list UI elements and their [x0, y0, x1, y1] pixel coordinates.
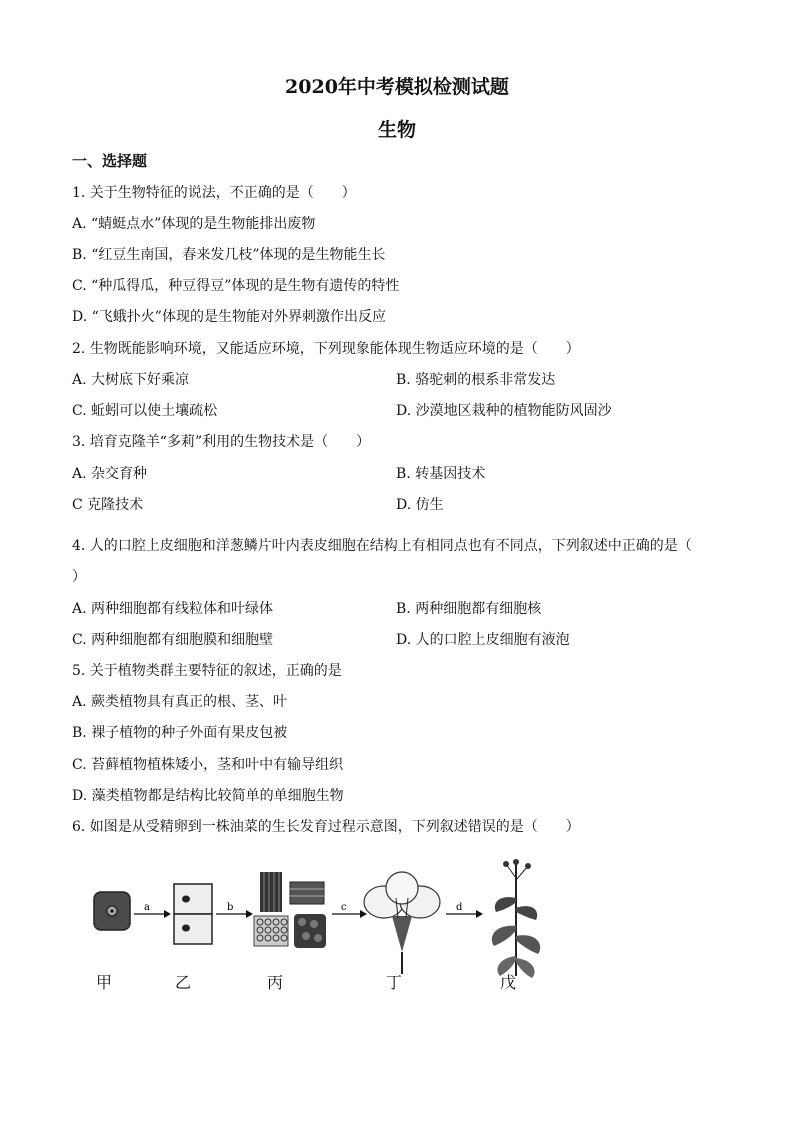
exam-title: 2020年中考模拟检测试题 [285, 76, 509, 98]
arrow-label-a: a [144, 902, 150, 913]
question-1-option-c: C. “种瓜得瓜，种豆得豆”体现的是生物有遗传的特性 [72, 278, 400, 294]
question-3-option-a: A. 杂交育种 [72, 466, 148, 482]
question-5-option-a: A. 蕨类植物具有真正的根、茎、叶 [72, 694, 288, 710]
two-cells [174, 884, 212, 944]
question-2-stem: 2. 生物既能影响环境，又能适应环境，下列现象能体现生物适应环境的是（ ） [72, 341, 580, 357]
question-3-option-c: C 克隆技术 [72, 497, 144, 513]
flower [364, 872, 440, 974]
question-5-option-d: D. 藻类植物都是结构比较简单的单细胞生物 [72, 788, 344, 804]
tissues [254, 872, 326, 948]
question-3-option-d: D. 仿生 [396, 497, 444, 513]
question-4-option-a: A. 两种细胞都有线粒体和叶绿体 [72, 601, 274, 617]
figure-label-jia: 甲 [96, 973, 113, 992]
figure-label-yi: 乙 [175, 973, 192, 992]
arrow-label-d: d [456, 902, 463, 913]
question-4-stem: 4. 人的口腔上皮细胞和洋葱鳞片叶内表皮细胞在结构上有相同点也有不同点，下列叙述中正确的是（ [72, 538, 692, 554]
question-2-option-a: A. 大树底下好乘凉 [72, 372, 190, 388]
question-4-option-b: B. 两种细胞都有细胞核 [396, 601, 542, 617]
question-2-option-c: C. 蚯蚓可以使土壤疏松 [72, 403, 218, 419]
question-4-option-d: D. 人的口腔上皮细胞有液泡 [396, 632, 570, 648]
question-1-option-b: B. “红豆生南国，春来发几枝”体现的是生物能生长 [72, 247, 386, 263]
question-1-option-d: D. “飞蛾扑火”体现的是生物能对外界刺激作出反应 [72, 309, 386, 325]
question-3-stem: 3. 培育克隆羊“多莉”利用的生物技术是（ ） [72, 434, 371, 450]
question-5-option-b: B. 裸子植物的种子外面有果皮包被 [72, 725, 288, 741]
question-4-stem-continued: ） [72, 569, 86, 585]
figure-label-bing: 丙 [267, 973, 284, 992]
subject-title: 生物 [377, 119, 416, 141]
question-1-option-a: A. “蜻蜓点水”体现的是生物能排出废物 [72, 216, 316, 232]
development-diagram [88, 858, 558, 998]
figure-label-ding: 丁 [386, 973, 403, 992]
question-3-option-b: B. 转基因技术 [396, 466, 486, 482]
question-5-option-c: C. 苔藓植物植株矮小，茎和叶中有输导组织 [72, 757, 344, 773]
question-4-option-c: C. 两种细胞都有细胞膜和细胞壁 [72, 632, 274, 648]
figure-label-wu: 戊 [500, 973, 517, 992]
section-heading: 一、选择题 [72, 152, 148, 170]
zygote-cell [94, 892, 130, 930]
question-2-option-b: B. 骆驼刺的根系非常发达 [396, 372, 556, 388]
question-5-stem: 5. 关于植物类群主要特征的叙述，正确的是 [72, 663, 342, 679]
question-2-option-d: D. 沙漠地区栽种的植物能防风固沙 [396, 403, 612, 419]
arrow-label-b: b [227, 902, 234, 913]
rape-plant [492, 859, 540, 978]
arrow-label-c: c [341, 902, 347, 913]
question-6-stem: 6. 如图是从受精卵到一株油菜的生长发育过程示意图，下列叙述错误的是（ ） [72, 819, 580, 835]
question-1-stem: 1. 关于生物特征的说法，不正确的是（ ） [72, 185, 356, 201]
